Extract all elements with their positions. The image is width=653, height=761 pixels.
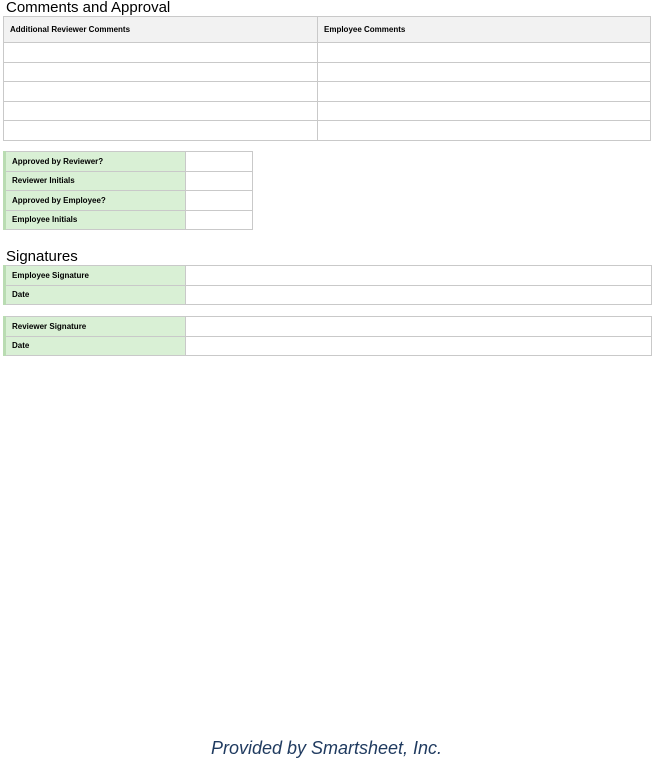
reviewer-comment-cell[interactable] (4, 82, 318, 102)
table-row (4, 82, 651, 102)
table-row (5, 152, 253, 172)
employee-signature-label: Employee Signature (5, 266, 186, 286)
approved-by-reviewer-field[interactable] (186, 152, 253, 172)
reviewer-initials-label: Reviewer Initials (5, 171, 186, 191)
employee-comments-header: Employee Comments (318, 17, 651, 43)
employee-signature-field[interactable] (186, 266, 652, 286)
reviewer-signature-field[interactable] (186, 317, 652, 337)
employee-comment-cell[interactable] (318, 82, 651, 102)
reviewer-comment-cell[interactable] (4, 101, 318, 121)
approved-by-reviewer-label: Approved by Reviewer? (5, 152, 186, 172)
employee-comment-cell[interactable] (318, 43, 651, 63)
comments-header-row (4, 17, 651, 43)
reviewer-date-field[interactable] (186, 336, 652, 356)
approved-by-employee-field[interactable] (186, 191, 253, 211)
reviewer-comment-cell[interactable] (4, 121, 318, 141)
reviewer-signature-label: Reviewer Signature (5, 317, 186, 337)
table-row (4, 62, 651, 82)
footer-credit: Provided by Smartsheet, Inc. (210, 738, 443, 758)
employee-comment-cell[interactable] (318, 101, 651, 121)
employee-date-label: Date (5, 285, 186, 305)
table-row (5, 336, 652, 356)
comments-table (3, 16, 651, 141)
approval-table (3, 151, 253, 230)
table-row (5, 171, 253, 191)
signatures-title: Signatures (6, 248, 78, 265)
reviewer-initials-field[interactable] (186, 171, 253, 191)
table-row (5, 266, 652, 286)
table-row (5, 210, 253, 230)
approved-by-employee-label: Approved by Employee? (5, 191, 186, 211)
reviewer-signature-table (3, 316, 652, 356)
employee-signature-table (3, 265, 652, 305)
employee-comment-cell[interactable] (318, 121, 651, 141)
reviewer-comment-cell[interactable] (4, 62, 318, 82)
table-row (5, 285, 652, 305)
employee-initials-field[interactable] (186, 210, 253, 230)
comments-approval-title: Comments and Approval (6, 0, 171, 16)
reviewer-date-label: Date (5, 336, 186, 356)
table-row (4, 43, 651, 63)
table-row (5, 191, 253, 211)
employee-initials-label: Employee Initials (5, 210, 186, 230)
table-row (4, 121, 651, 141)
employee-date-field[interactable] (186, 285, 652, 305)
table-row (5, 317, 652, 337)
reviewer-comment-cell[interactable] (4, 43, 318, 63)
table-row (4, 101, 651, 121)
employee-comment-cell[interactable] (318, 62, 651, 82)
additional-reviewer-comments-header: Additional Reviewer Comments (4, 17, 318, 43)
